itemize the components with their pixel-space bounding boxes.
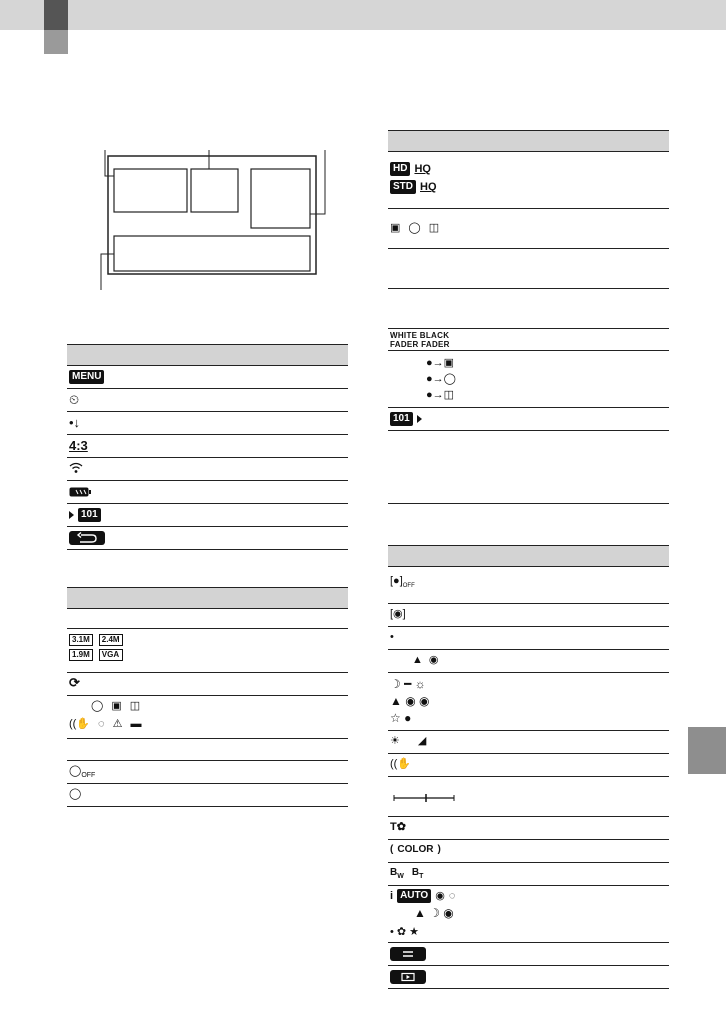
table-row — [388, 777, 669, 817]
face-frame-icon: [◉] — [390, 608, 406, 620]
image-size-3-1m-icon: 3.1M — [69, 634, 93, 646]
memory-card-icon: ◫ — [428, 222, 440, 234]
std-quality-icon: STD — [390, 180, 416, 194]
table-row — [67, 458, 348, 481]
table-row — [67, 739, 348, 761]
table-row — [388, 209, 669, 249]
shake-warning-icon: ((✋ — [69, 718, 91, 730]
face-detection-icon: •↓ — [69, 415, 81, 430]
menu-button-icon: MENU — [69, 370, 104, 384]
spotlight-icon: • — [390, 631, 394, 643]
folder-icon: 101 — [78, 508, 101, 522]
table-row — [67, 629, 348, 673]
table-row — [388, 567, 669, 604]
side-index-tab — [688, 727, 726, 774]
steady-shot-off-icon: ((✋ — [390, 758, 412, 770]
scene-icons-row-2: ▲ ◉ ◉ — [390, 694, 430, 708]
copy-to-card-icon: ●→◫ — [426, 389, 455, 401]
baby-icon: ◌ — [448, 890, 456, 902]
battery-icon — [69, 487, 91, 497]
table-row — [388, 431, 669, 504]
fader-icon-line1: WHITE BLACK — [390, 331, 450, 340]
table-row — [67, 504, 348, 527]
table-row — [388, 627, 669, 650]
table-row — [388, 943, 669, 966]
image-size-2-4m-icon: 2.4M — [99, 634, 123, 646]
face-priority-off-icon: $[●]_{OFF}$ — [390, 575, 415, 590]
scene-detect-icons-row-2: • ✿ ★ — [390, 926, 420, 938]
scene-detect-icons-row: ▲ ☽ ◉ — [414, 906, 454, 920]
page-header-bar — [0, 0, 726, 30]
folder-icon: 101 — [390, 412, 413, 426]
table-header — [67, 587, 348, 609]
hq-mode-icon: HQ — [414, 163, 431, 175]
sepia-icon: T — [419, 873, 424, 880]
memory-warning-icon: ▣ — [111, 700, 122, 712]
backlight-icon: ◢ — [417, 735, 427, 747]
sunlight-icon: ☀ — [390, 735, 400, 747]
left-table-2 — [67, 587, 348, 807]
table-row — [388, 650, 669, 673]
zoom-bar-icon — [392, 794, 456, 802]
display-setting-button-icon — [390, 947, 426, 961]
landscape-icon: ▲ — [412, 654, 423, 666]
table-row — [67, 527, 348, 550]
table-row — [67, 435, 348, 458]
table-row — [388, 249, 669, 289]
table-row — [388, 604, 669, 627]
table-row: i AUTO ◉ ◌ ▲ ☽ ◉ • ✿ ★ — [388, 886, 669, 943]
table-header — [388, 545, 669, 567]
hq-mode-icon: HQ — [420, 181, 437, 193]
table-row: ( COLOR ) — [388, 840, 669, 863]
alert-icon: ⚠ — [112, 718, 123, 730]
card-insert-icon: ▬ — [130, 718, 142, 730]
fader-icon-line2: FADER FADER — [390, 340, 450, 349]
table-row — [67, 389, 348, 412]
table-row — [67, 609, 348, 629]
table-row — [67, 412, 348, 435]
disc-error-icon: ◌ — [98, 718, 105, 730]
image-size-1-9m-icon: 1.9M — [69, 649, 93, 661]
image-size-vga-icon: VGA — [99, 649, 123, 661]
table-row — [388, 731, 669, 754]
disc-warning-icon: ◯ — [91, 700, 104, 712]
table-row — [67, 481, 348, 504]
table-header — [388, 130, 669, 152]
table-row — [388, 673, 669, 731]
table-row — [388, 152, 669, 209]
portrait-icon: ◉ — [428, 654, 439, 666]
black-white-icon: W — [397, 873, 404, 880]
tele-macro-icon: T✿ — [390, 821, 406, 833]
wireless-icon — [69, 462, 83, 474]
table-row: $B_W$ $B_T$ — [388, 863, 669, 886]
copy-to-memory-icon: ●→▣ — [426, 357, 455, 369]
table-row — [388, 329, 669, 351]
left-table-1 — [67, 344, 348, 550]
copy-to-disk-icon: ●→◯ — [426, 373, 456, 385]
aspect-ratio-icon: 4:3 — [69, 438, 88, 453]
lcd-screen-diagram — [96, 150, 336, 290]
play-arrow-icon — [417, 415, 422, 423]
intelligent-auto-icon: AUTO — [397, 889, 431, 903]
portrait-scene-icon: ◉ — [435, 890, 445, 902]
table-row — [388, 966, 669, 989]
disc-icon: ◯ — [69, 788, 82, 800]
card-warning-icon: ◫ — [129, 700, 141, 712]
table-row — [67, 784, 348, 807]
table-row — [388, 351, 669, 408]
header-tab-grey — [44, 30, 68, 54]
self-timer-icon: ⏲ — [69, 392, 80, 407]
header-tab-dark — [44, 0, 68, 30]
repeat-icon: ⟳ — [69, 675, 80, 690]
table-row — [388, 289, 669, 329]
recording-off-icon: $◯_{OFF}$ — [69, 765, 96, 780]
right-table-1 — [388, 130, 669, 504]
table-row — [67, 673, 348, 696]
table-row — [67, 761, 348, 784]
table-row — [388, 817, 669, 840]
table-row — [67, 696, 348, 739]
color-slow-shutter-icon: COLOR — [397, 844, 434, 855]
scene-icons-row-1: ☽ ━ ☼ — [390, 677, 426, 691]
return-button-icon — [69, 531, 105, 545]
table-row — [388, 754, 669, 777]
scene-icons-row-3: ☆ ● — [390, 711, 412, 725]
right-table-2 — [388, 545, 669, 989]
hd-quality-icon: HD — [390, 162, 410, 176]
play-arrow-icon — [69, 511, 74, 519]
playback-button-icon — [390, 970, 426, 984]
table-header — [67, 344, 348, 366]
table-row — [388, 408, 669, 431]
hard-disk-icon: ◯ — [408, 222, 421, 234]
table-row — [67, 366, 348, 389]
internal-memory-icon: ▣ — [390, 222, 401, 234]
